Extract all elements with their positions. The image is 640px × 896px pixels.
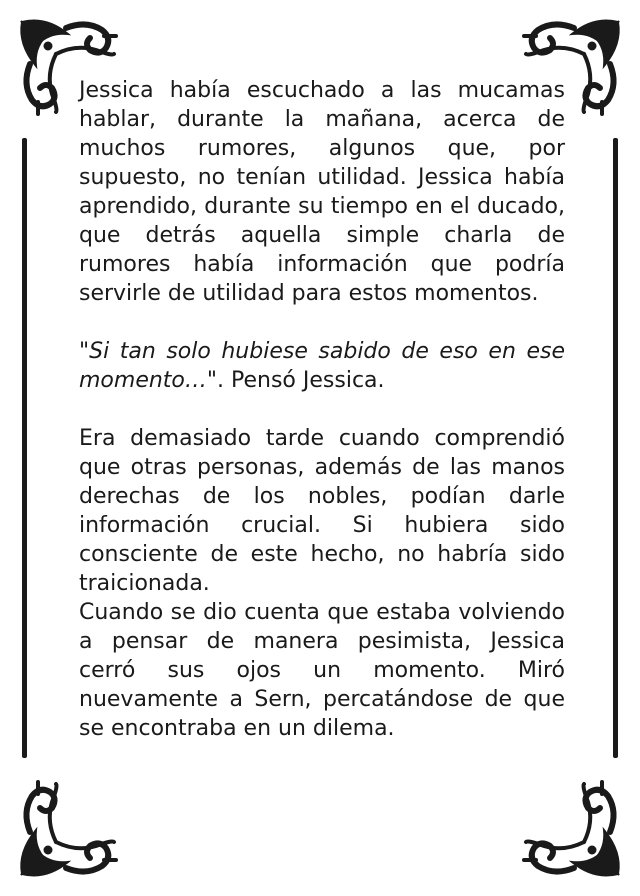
ornamental-corner-icon (520, 778, 624, 882)
thought-attribution: . Pensó Jessica. (217, 368, 385, 393)
frame-left-border (22, 138, 27, 758)
ornamental-corner-icon (16, 778, 120, 882)
frame-right-border (613, 138, 618, 758)
paragraph-1: Jessica había escuchado a las mucamas hablar, durante la mañana, acerca de muchos rumores, algunos que, por supuesto, no tenían utilidad. Jessica había aprendido, durante su tiempo en el ducado, que detrás aquella simple charla de rumores había información que podría servirle de utilidad para estos momentos. (79, 78, 565, 306)
paragraph-gap (79, 308, 565, 337)
paragraph-2 (79, 337, 565, 395)
paragraph-3: Era demasiado tarde cuando comprendió que otras personas, además de las manos derechas de los nobles, podían darle información crucial. Si hubiera sido consciente de este hecho, no habría sido traicionada. (79, 426, 565, 596)
thought-quote: "Si tan solo hubiese sabido de eso en ese momento…" (79, 339, 565, 393)
paragraph-gap (79, 395, 565, 424)
paragraph-4: Cuando se dio cuenta que estaba volviendo a pensar de manera pesimista, Jessica cerró sus ojos un momento. Miró nuevamente a Sern, percatándose de que se encontraba en un dilema. (79, 600, 565, 741)
story-text (79, 76, 565, 743)
